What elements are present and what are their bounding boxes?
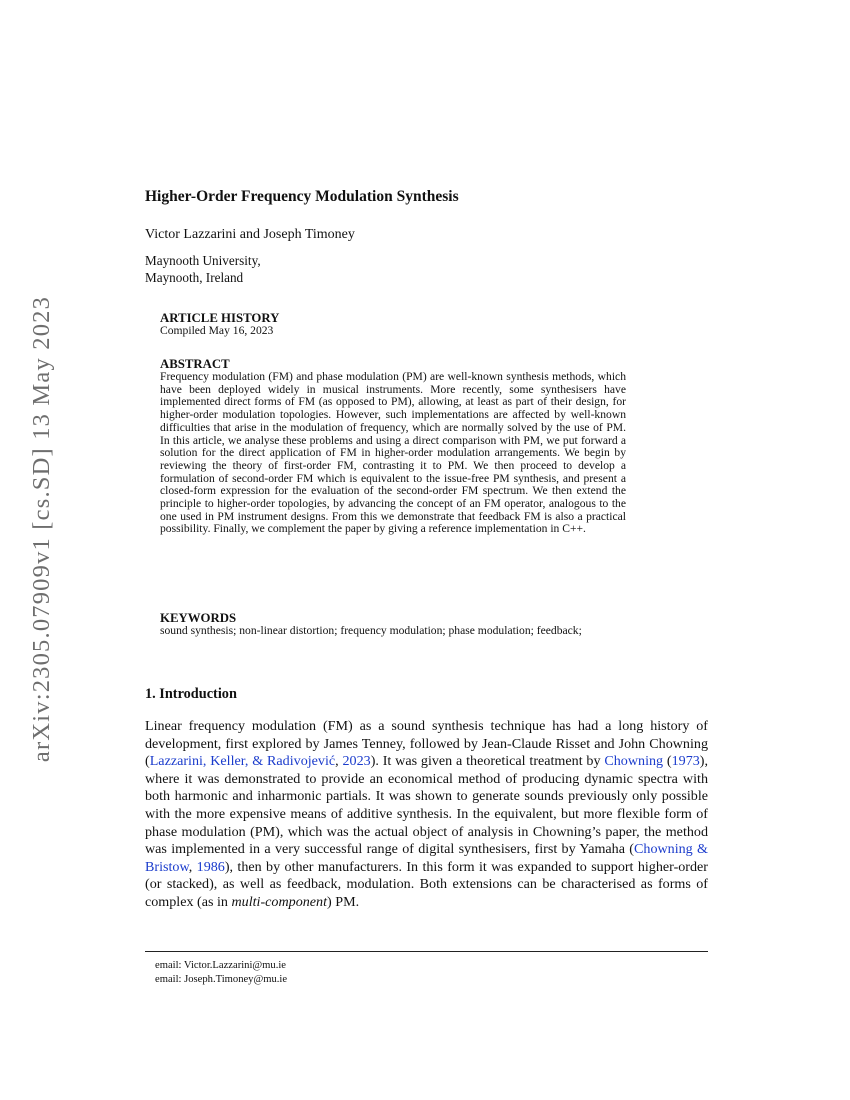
arxiv-stamp <box>18 289 66 769</box>
intro-text: ) PM. <box>327 893 360 910</box>
citation-year-link[interactable]: 1973 <box>671 753 700 770</box>
citation-link[interactable]: Chowning & Bristow <box>145 841 709 875</box>
article-history-heading: ARTICLE HISTORY <box>160 311 280 325</box>
author-list: Victor Lazzarini and Joseph Timoney <box>145 227 355 242</box>
footnotes <box>155 959 287 988</box>
footnote-email: email: Victor.Lazzarini@mu.ie <box>155 960 286 971</box>
affiliation-line: Maynooth University, <box>145 253 261 268</box>
intro-text: ), then by other manufacturers. In this form it was expanded to support higher-order (or stacked), as well as feedback, modulation. Both extensions can be characterised as forms of complex (as in <box>145 858 708 910</box>
citation-year-link[interactable]: 1986 <box>196 858 225 875</box>
intro-text: , <box>335 753 343 770</box>
article-history <box>160 311 626 338</box>
keywords <box>160 611 626 638</box>
keywords-heading: KEYWORDS <box>160 611 237 625</box>
abstract <box>160 357 626 536</box>
intro-text: ). It was given a theoretical treatment by <box>370 753 605 770</box>
intro-text: Linear frequency modulation (FM) as a sound synthesis technique has had a long history of development, first explored by James Tenney, followed by Jean-Claude Risset and John Chowning ( <box>145 718 708 770</box>
emphasis-text: multi-component <box>231 893 328 910</box>
intro-text: ), where it was demonstrated to provide an economical method of producing dynamic spectra with both harmonic and inharmonic partials. It was shown to generate sounds previously only possible with the more expensive means of additive synthesis. In the equivalent, but more flexible form of phase modulation (PM), which was the actual object of analysis in Chowning’s paper, the method was implemented in a very successful range of digital synthesisers, first by Yamaha ( <box>145 753 709 858</box>
keywords-text: sound synthesis; non-linear distortion; frequency modulation; phase modulation; feedback; <box>160 624 582 637</box>
abstract-heading: ABSTRACT <box>160 357 230 371</box>
compiled-date: Compiled May 16, 2023 <box>160 324 274 337</box>
affiliation <box>145 252 261 286</box>
footnote-email: email: Joseph.Timoney@mu.ie <box>155 974 288 986</box>
section-heading-introduction: 1. Introduction <box>145 686 237 702</box>
intro-text: ( <box>663 753 672 770</box>
arxiv-stamp-text[interactable]: arXiv:2305.07909v1 [cs.SD] 13 May 2023 <box>28 295 55 763</box>
abstract-text: Frequency modulation (FM) and phase modulation (PM) are well-known synthesis methods, which have been deployed widely in musical instruments. More recently, some synthesisers have implemented direct forms of FM (as opposed to PM), allowing, at least as part of their design, for higher-order modulation topologies. However, such implementations are affected by well-known difficulties that arise in the modulation of frequency, which are normally solved by the use of PM. In this article, we analyse these problems and using a direct comparison with PM, we put forward a solution for the direct application of FM in higher-order modulation arrangements. We begin by reviewing the theory of first-order FM, contrasting it to PM. We then proceed to develop a formulation of second-order FM which is equivalent to the issue-free PM synthesis, and present a closed-form expression for the evaluation of the second-order FM spectrum. We then extend the principle to higher-order topologies, by advancing the concept of an FM operator, analogous to the one used in PM instrument designs. From this we demonstrate that feedback FM is also a practical possibility. Finally, we complement the paper by giving a reference implementation in C++. <box>160 370 626 536</box>
citation-year-link[interactable]: 2023 <box>342 753 371 770</box>
introduction-paragraph <box>145 718 708 912</box>
citation-link[interactable]: Lazzarini, Keller, & Radivojević <box>149 753 336 770</box>
intro-text: , <box>188 858 197 875</box>
affiliation-line: Maynooth, Ireland <box>145 270 244 285</box>
paper-title: Higher-Order Frequency Modulation Synthesis <box>145 188 459 205</box>
footnote-rule <box>145 951 708 952</box>
citation-link[interactable]: Chowning <box>604 753 664 770</box>
